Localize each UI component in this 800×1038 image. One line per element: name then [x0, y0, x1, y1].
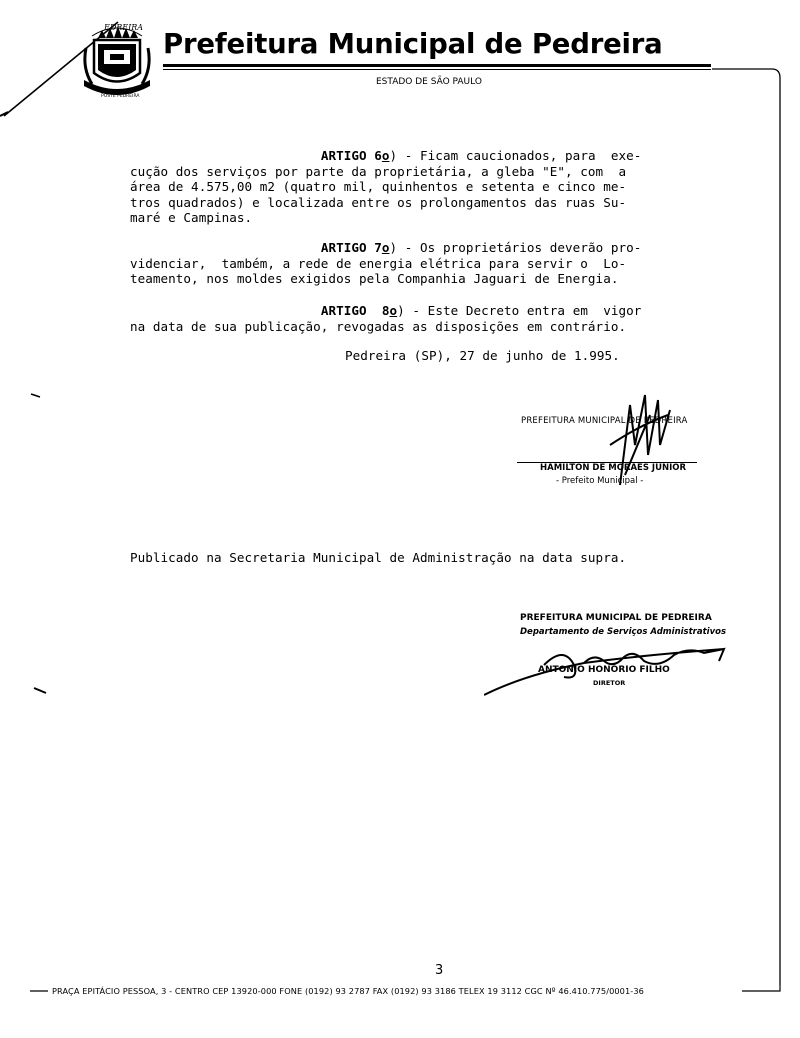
article-6-line: cução dos serviços por parte da proprietária, a gleba "E", com a: [130, 163, 627, 179]
article-6-line: maré e Campinas.: [130, 210, 253, 225]
article-6-line: tros quadrados) e localizada entre os prolongamentos das ruas Su-: [130, 194, 627, 210]
article-8-first-line: [130, 303, 641, 319]
article-6-text-start: ) - Ficam caucionados, para exe-: [389, 148, 642, 163]
article-6-label: ARTIGO 6: [320, 148, 382, 163]
signature-2-name: ANTONIO HONORIO FILHO: [538, 665, 670, 675]
article-6-line: área de 4.575,00 m2 (quatro mil, quinhentos e setenta e cinco me-: [130, 179, 627, 194]
publication-note: Publicado na Secretaria Municipal de Administração na data supra.: [130, 550, 627, 565]
crest-banner-text: POSTE PEDREIRA: [101, 94, 140, 99]
municipal-crest-logo: [80, 18, 154, 104]
signature-2-role: DIRETOR: [593, 679, 626, 687]
article-7-line: videnciar, também, a rede de energia elétrica para servir o Lo-: [130, 255, 627, 271]
dateline: Pedreira (SP), 27 de junho de 1.995.: [345, 348, 620, 363]
article-8-line: na data de sua publicação, revogadas as disposições em contrário.: [130, 318, 627, 334]
footer-address: PRAÇA EPITÁCIO PESSOA, 3 - CENTRO CEP 13920-000 FONE (0192) 93 2787 FAX (0192) 93 3186 TELEX 19 3112 CGC Nº 46.410.775/0001-36: [52, 986, 644, 996]
signature-1-org: PREFEITURA MUNICIPAL DE PEDREIRA: [521, 416, 688, 426]
letterhead-title: Prefeitura Municipal de Pedreira: [163, 28, 663, 60]
article-7-label: ARTIGO 7: [320, 240, 382, 255]
letterhead-rule-thin: [163, 69, 711, 70]
crest-motto: EDREIRA: [104, 23, 144, 32]
signature-1-role: - Prefeito Municipal -: [556, 476, 644, 486]
article-7-line: teamento, nos moldes exigidos pela Companhia Jaguari de Energia.: [130, 271, 619, 286]
signature-2-org: PREFEITURA MUNICIPAL DE PEDREIRA: [520, 613, 712, 623]
signature-1-name: HAMILTON DE MORAES JUNIOR: [540, 463, 687, 473]
article-7-text-start: ) - Os proprietários deverão pro-: [389, 240, 642, 255]
article-8-ordinal: o: [389, 303, 398, 318]
page-number: 3: [435, 963, 444, 978]
article-6-first-line: [130, 148, 641, 164]
article-7: [130, 240, 641, 287]
article-8-label: ARTIGO 8: [320, 303, 390, 318]
article-7-first-line: [130, 240, 641, 256]
signature-2-department: Departamento de Serviços Administrativos: [520, 627, 727, 637]
article-8-text-start: ) - Este Decreto entra em vigor: [397, 303, 642, 318]
letterhead-state: ESTADO DE SÃO PAULO: [376, 77, 482, 87]
article-8: [130, 303, 641, 334]
article-6: [130, 148, 641, 226]
article-6-ordinal: o: [381, 148, 390, 163]
letterhead-rule: [163, 64, 711, 67]
article-7-ordinal: o: [381, 240, 390, 255]
